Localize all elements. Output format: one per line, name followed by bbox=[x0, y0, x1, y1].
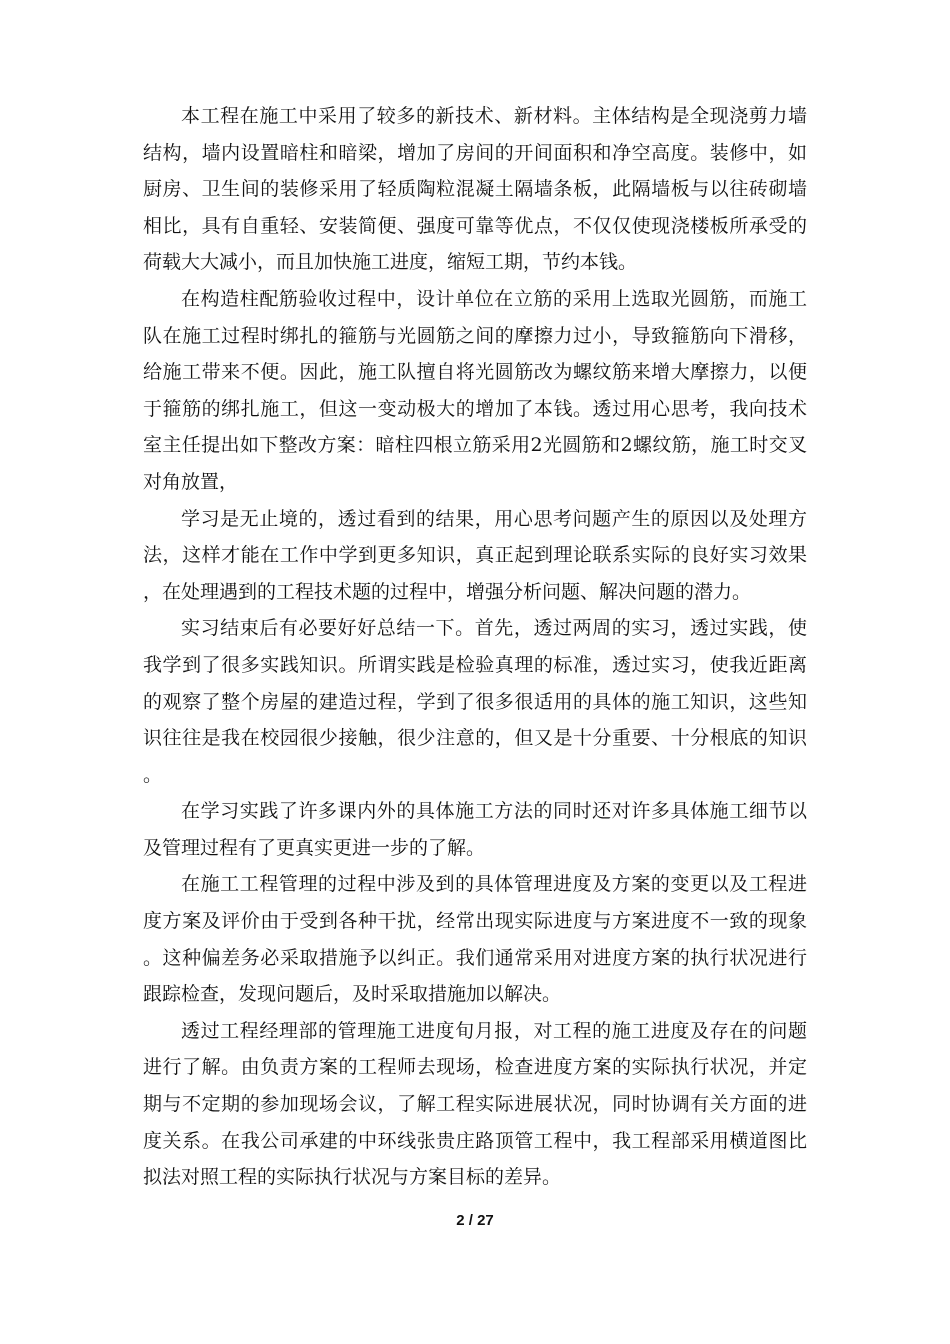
paragraph-learning: 学习是无止境的，透过看到的结果，用心思考问题产生的原因以及处理方法，这样才能在工作中学到更多知识，真正起到理论联系实际的良好实习效果，在处理遇到的工程技术题的过程中，增强分析问题、解决问题的潜力。 bbox=[143, 507, 807, 603]
page-number-current: 2 bbox=[456, 1212, 465, 1229]
page-number-total: 27 bbox=[477, 1212, 494, 1229]
paragraph-progress-reports: 透过工程经理部的管理施工进度旬月报，对工程的施工进度及存在的问题进行了解。由负责方案的工程师去现场，检查进度方案的实际执行状况，并定期与不定期的参加现场会议，了解工程实际进展状况，同时协调有关方面的进度关系。在我公司承建的中环线张贵庄路顶管工程中，我工程部采用横道图比拟法对照工程的实际执行状况与方案目标的差异。 bbox=[143, 1019, 807, 1189]
paragraph-construction-details: 在学习实践了许多课内外的具体施工方法的同时还对许多具体施工细节以及管理过程有了更真实更进一步的了解。 bbox=[143, 800, 807, 859]
paragraph-new-technology: 本工程在施工中采用了较多的新技术、新材料。主体结构是全现浇剪力墙结构，墙内设置暗柱和暗梁，增加了房间的开间面积和净空高度。装修中，如厨房、卫生间的装修采用了轻质陶粒混凝土隔墙条板，此隔墙板与以往砖砌墙相比，具有自重轻、安装简便、强度可靠等优点，不仅仅使现浇楼板所承受的荷载大大减小，而且加快施工进度，缩短工期，节约本钱。 bbox=[143, 105, 807, 274]
page-number-separator: / bbox=[464, 1212, 478, 1229]
paragraph-progress-management: 在施工工程管理的过程中涉及到的具体管理进度及方案的变更以及工程进度方案及评价由于受到各种干扰，经常出现实际进度与方案进度不一致的现象。这种偏差务必采取措施予以纠正。我们通常采用对进度方案的执行状况进行跟踪检查，发现问题后，及时采取措施加以解决。 bbox=[143, 873, 807, 1006]
document-body bbox=[143, 98, 807, 1196]
paragraph-column-reinforcement: 在构造柱配筋验收过程中，设计单位在立筋的采用上选取光圆筋，而施工队在施工过程时绑扎的箍筋与光圆筋之间的摩擦力过小，导致箍筋向下滑移，给施工带来不便。因此，施工队擅自将光圆筋改为螺纹筋来增大摩擦力，以便于箍筋的绑扎施工，但这一变动极大的增加了本钱。透过用心思考，我向技术室主任提出如下整改方案：暗柱四根立筋采用2光圆筋和2螺纹筋，施工时交叉对角放置， bbox=[143, 287, 807, 493]
paragraph-internship-summary: 实习结束后有必要好好总结一下。首先，透过两周的实习，透过实践，使我学到了很多实践知识。所谓实践是检验真理的标准，透过实习，使我近距离的观察了整个房屋的建造过程，学到了很多很适用的具体的施工知识，这些知识往往是我在校园很少接触，很少注意的，但又是十分重要、十分根底的知识。 bbox=[143, 617, 807, 786]
page-number-footer bbox=[0, 1212, 950, 1229]
